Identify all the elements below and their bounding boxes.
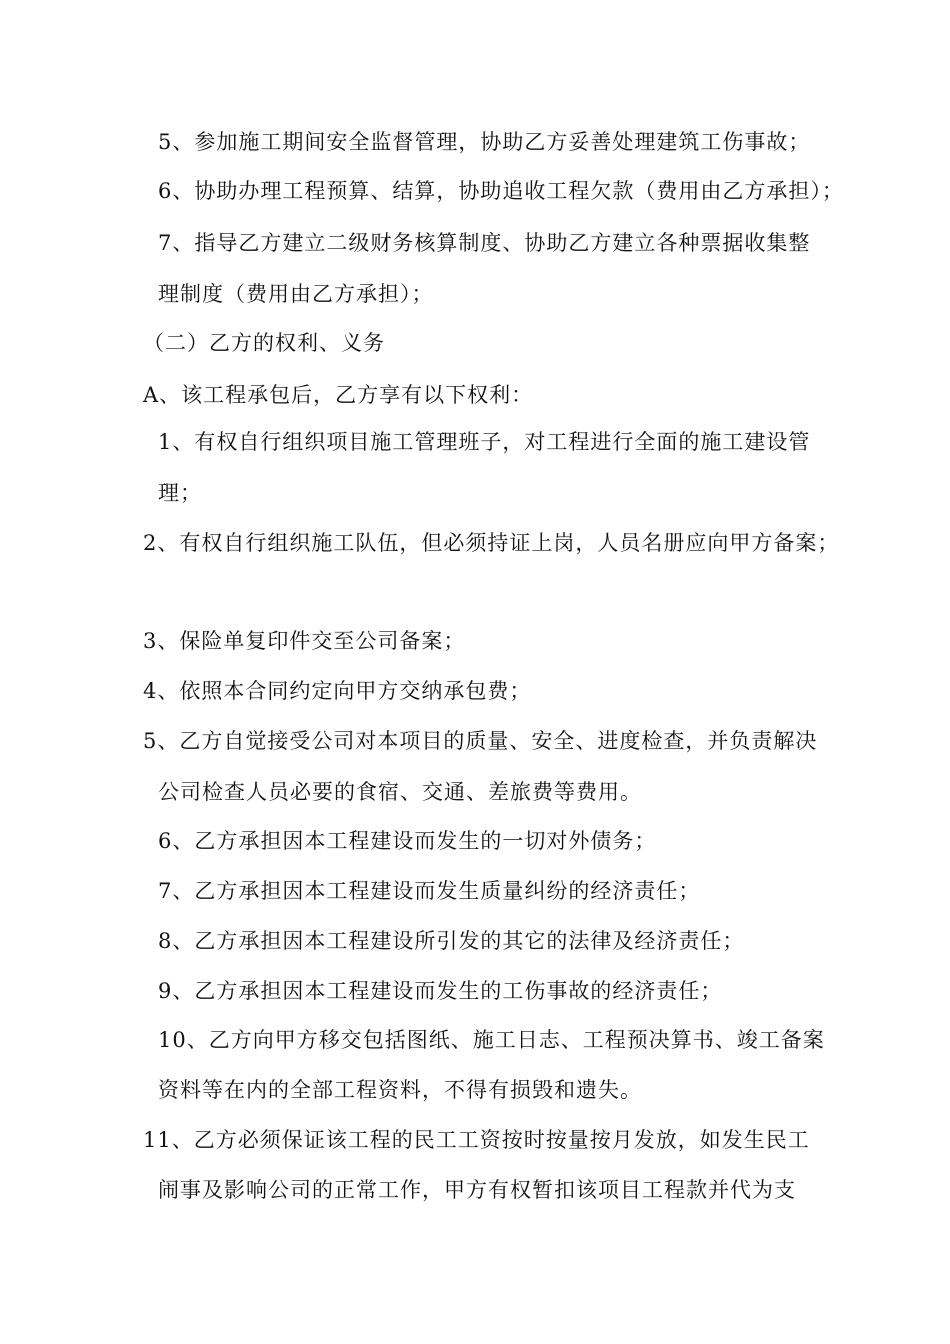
text-line: 11、乙方必须保证该工程的民工工资按时按量按月发放，如发生民工 <box>143 1128 810 1152</box>
text-line: 7、乙方承担因本工程建设而发生质量纠纷的经济责任； <box>158 879 701 903</box>
text-line: 8、乙方承担因本工程建设所引发的其它的法律及经济责任； <box>158 929 745 953</box>
text-line: 7、指导乙方建立二级财务核算制度、协助乙方建立各种票据收集整 <box>158 231 811 255</box>
text-line: 6、乙方承担因本工程建设而发生的一切对外债务； <box>158 829 657 853</box>
text-line: 理制度（费用由乙方承担）； <box>158 282 434 306</box>
text-line: 2、有权自行组织施工队伍，但必须持证上岗，人员名册应向甲方备案； <box>143 531 840 555</box>
text-line: 理； <box>158 481 202 505</box>
section-heading: （二）乙方的权利、义务 <box>143 331 385 355</box>
text-line: 公司检查人员必要的食宿、交通、差旅费等费用。 <box>158 780 642 804</box>
text-line: 闹事及影响公司的正常工作，甲方有权暂扣该项目工程款并代为支 <box>158 1178 796 1202</box>
text-line: 1、有权自行组织项目施工管理班子，对工程进行全面的施工建设管 <box>158 430 811 454</box>
text-line: A、该工程承包后，乙方享有以下权利： <box>143 383 534 407</box>
text-line: 6、协助办理工程预算、结算，协助追收工程欠款（费用由乙方承担）； <box>158 179 844 203</box>
text-line: 4、依照本合同约定向甲方交纳承包费； <box>143 679 532 703</box>
text-line: 10、乙方向甲方移交包括图纸、施工日志、工程预决算书、竣工备案 <box>158 1028 825 1052</box>
text-line: 5、参加施工期间安全监督管理，协助乙方妥善处理建筑工伤事故； <box>158 130 811 154</box>
text-line: 9、乙方承担因本工程建设而发生的工伤事故的经济责任； <box>158 979 723 1003</box>
text-line: 5、乙方自觉接受公司对本项目的质量、安全、进度检查，并负责解决 <box>143 729 818 753</box>
text-line: 3、保险单复印件交至公司备案； <box>143 629 466 653</box>
text-line: 资料等在内的全部工程资料，不得有损毁和遗失。 <box>158 1078 642 1102</box>
